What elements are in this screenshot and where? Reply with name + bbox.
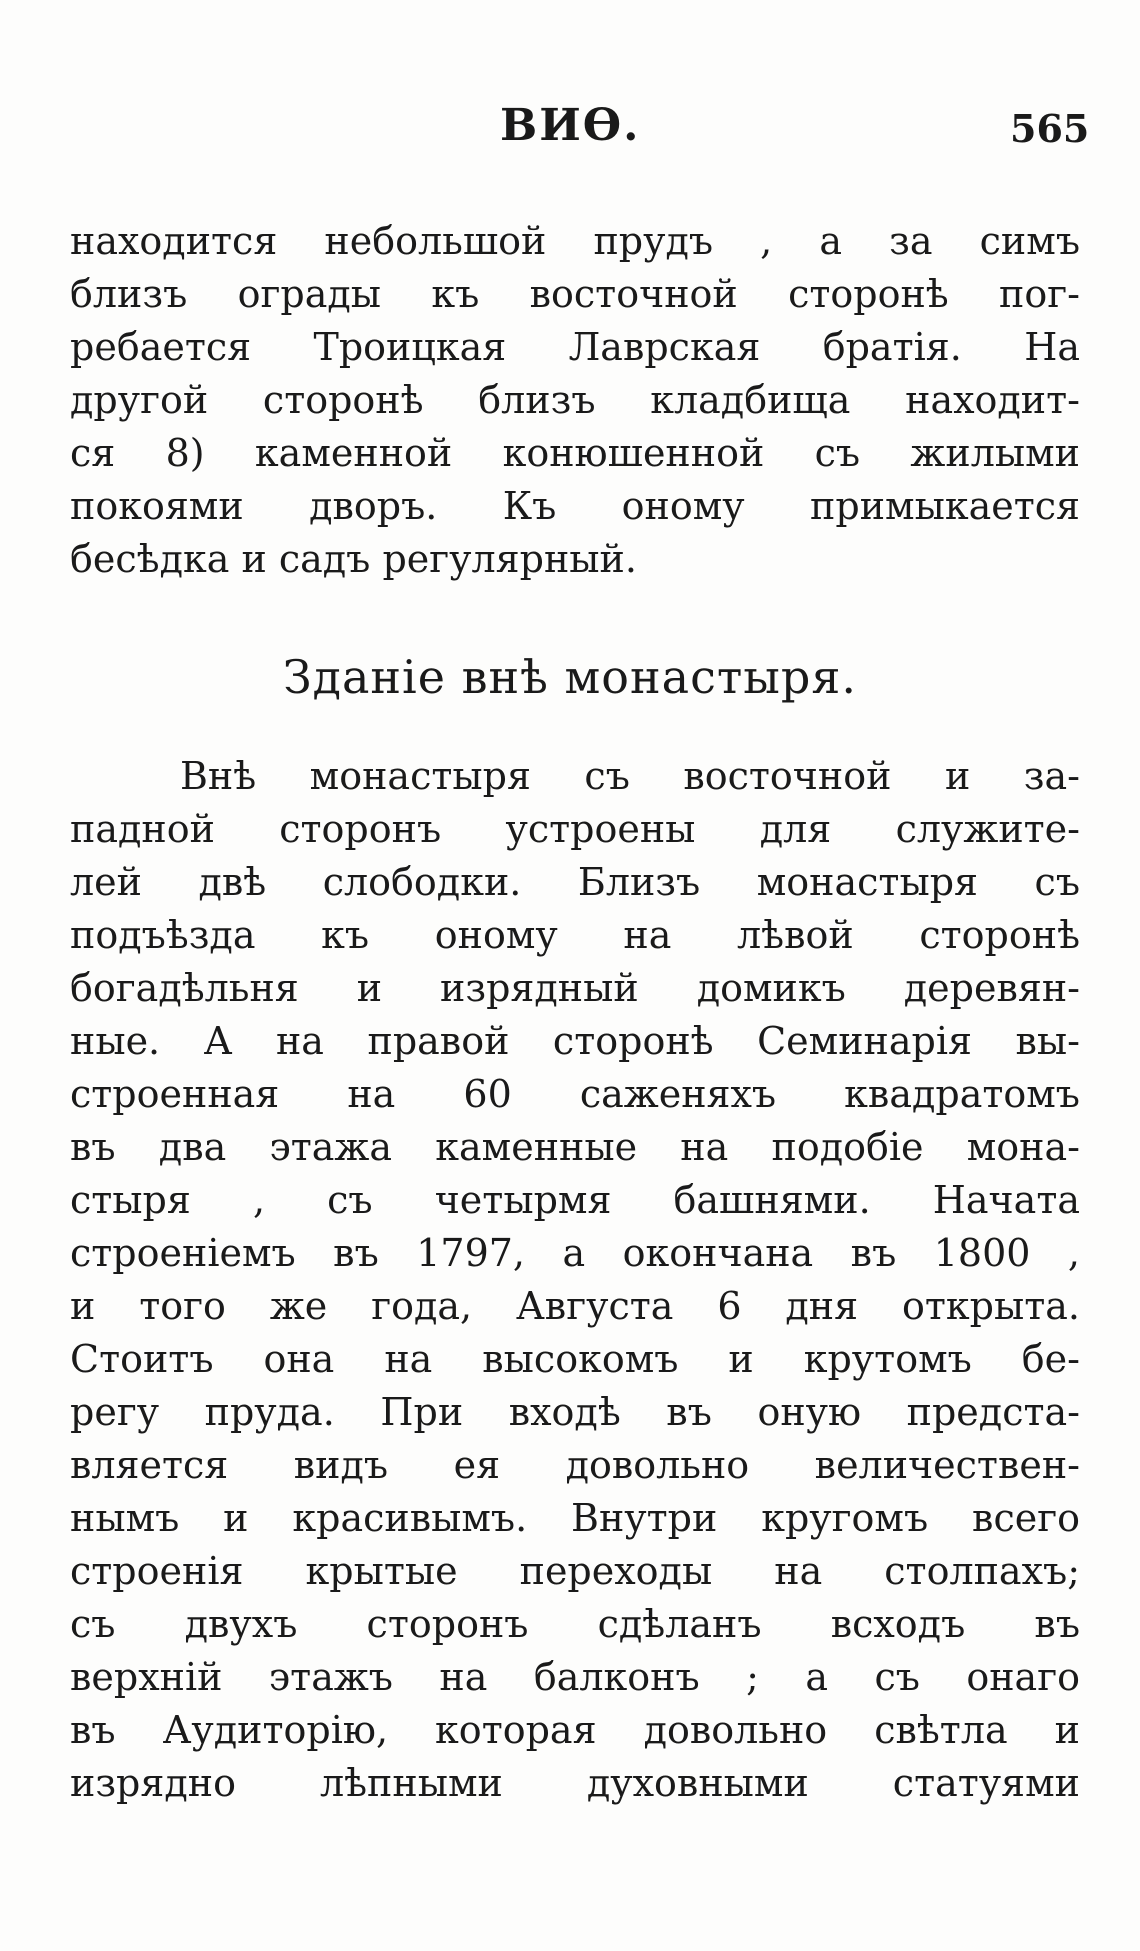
section-heading: Зданіе внѣ монастыря.	[282, 650, 857, 704]
text-line: съ двухъ сторонъ сдѣланъ всходъ въ	[70, 1602, 1080, 1646]
text-line: покоями дворъ. Къ оному примыкается	[70, 484, 1080, 528]
text-line: строеніемъ въ 1797, а окончана въ 1800 ,	[70, 1231, 1080, 1275]
text-line: въ два этажа каменные на подобіе мона-	[70, 1125, 1080, 1169]
text-line: въ Аудиторію, которая довольно свѣтла и	[70, 1708, 1080, 1752]
text-line: лей двѣ слободки. Близъ монастыря съ	[70, 860, 1080, 904]
text-line: подъѣзда къ оному на лѣвой сторонѣ	[70, 913, 1080, 957]
text-line: ные. А на правой сторонѣ Семинарія вы-	[70, 1019, 1080, 1063]
text-line: находится небольшой прудъ , а за симъ	[70, 219, 1080, 263]
text-line: бесѣдка и садъ регулярный.	[70, 537, 637, 581]
text-line: богадѣльня и изрядный домикъ деревян-	[70, 966, 1080, 1010]
text-line: строенія крытые переходы на столпахъ;	[70, 1549, 1080, 1593]
text-line: регу пруда. При входѣ въ оную предста-	[70, 1390, 1080, 1434]
paragraph-main	[70, 750, 1080, 1810]
paragraph-continued	[70, 215, 1080, 586]
text-line: Внѣ монастыря съ восточной и за-	[180, 754, 1080, 798]
text-line: и того же года, Августа 6 дня открыта.	[70, 1284, 1080, 1328]
text-line: нымъ и красивымъ. Внутри кругомъ всего	[70, 1496, 1080, 1540]
page-number: 565	[1010, 106, 1090, 151]
text-line: строенная на 60 саженяхъ квадратомъ	[70, 1072, 1080, 1116]
text-line: изрядно лѣпными духовными статуями	[70, 1761, 1080, 1805]
text-line: близъ ограды къ восточной сторонѣ пог-	[70, 272, 1080, 316]
text-line: ребается Троицкая Лаврская братія. На	[70, 325, 1080, 369]
text-line: верхній этажъ на балконъ ; а съ онаго	[70, 1655, 1080, 1699]
running-head	[0, 100, 1140, 160]
running-title: ВИѲ.	[500, 100, 641, 151]
text-line: другой сторонѣ близъ кладбища находит-	[70, 378, 1080, 422]
text-line: Стоитъ она на высокомъ и крутомъ бе-	[70, 1337, 1080, 1381]
text-line: стыря , съ четырмя башнями. Начата	[70, 1178, 1080, 1222]
text-line: ся 8) каменной конюшенной съ жилыми	[70, 431, 1080, 475]
text-line: падной сторонъ устроены для служите-	[70, 807, 1080, 851]
text-line: вляется видъ ея довольно величествен-	[70, 1443, 1080, 1487]
